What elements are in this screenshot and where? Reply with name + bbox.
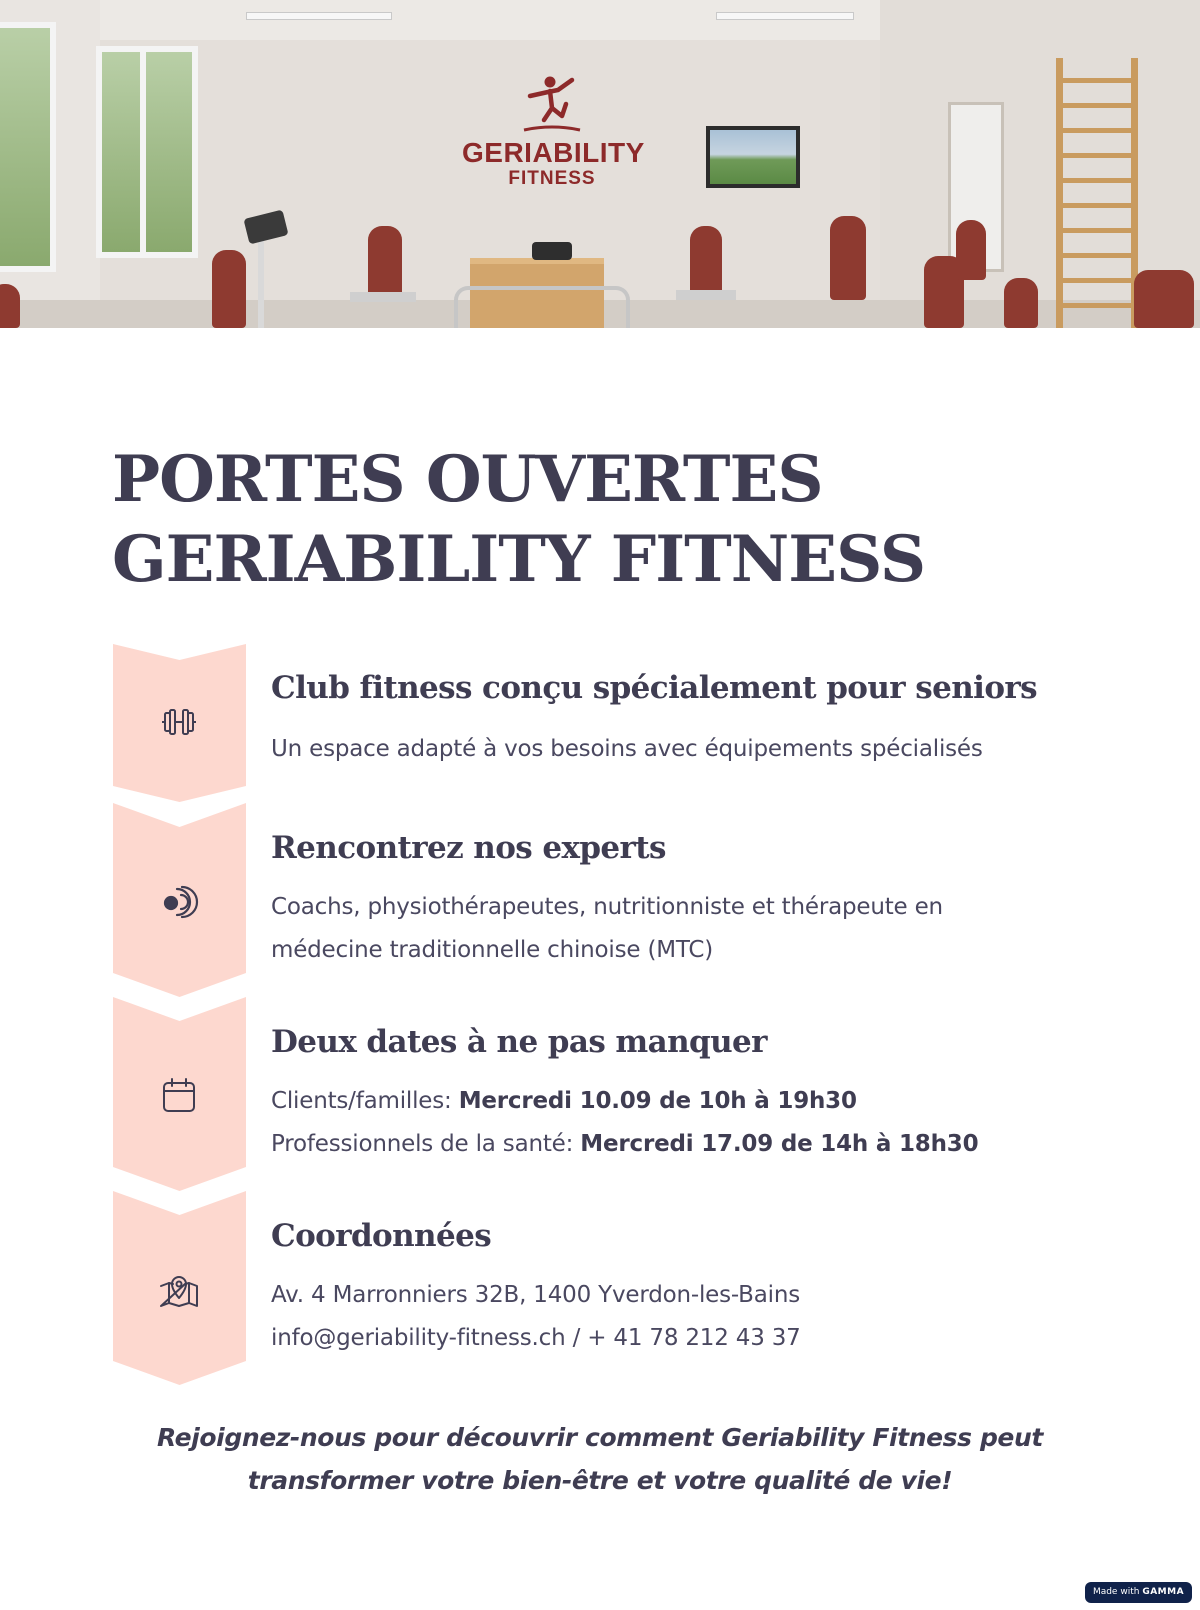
logo-name: GERIABILITY [462,137,645,168]
map-pin-icon [157,1267,201,1311]
step-chevron [113,1191,246,1385]
step-description [271,886,1151,972]
dumbbell-icon [157,700,201,744]
window [0,22,56,272]
step-title: Rencontrez nos experts [271,830,666,866]
date-label: Professionnels de la santé: [271,1131,581,1157]
date-value: Mercredi 10.09 de 10h à 19h30 [458,1088,857,1114]
badge-prefix: Made with [1092,1587,1140,1597]
fitness-machine [368,226,402,298]
step-chevron [113,644,246,802]
made-with-gamma-badge[interactable] [1085,1582,1192,1603]
closing-message [110,1416,1090,1502]
date-value: Mercredi 17.09 de 14h à 18h30 [580,1131,979,1157]
hero-image [0,0,1200,328]
calendar-icon [157,1073,201,1117]
address-line: Av. 4 Marronniers 32B, 1400 Yverdon-les-Bains [271,1282,800,1308]
fitness-machine [690,226,722,296]
page-title-line: GERIABILITY FITNESS [112,522,926,597]
fitness-machine [830,216,866,300]
fitness-machine [1004,278,1038,328]
step-description [271,1080,1151,1166]
ceiling-light [246,12,392,20]
fitness-machine [956,220,986,280]
parallel-bars [454,286,630,328]
step-text-line: médecine traditionnelle chinoise (MTC) [271,937,714,963]
contact-line: info@geriability-fitness.ch / + 41 78 212 43 37 [271,1325,801,1351]
desk-chair [532,242,572,260]
logo-subtitle: FITNESS [508,168,596,189]
wall-tv [706,126,800,188]
closing-line: transformer votre bien-être et votre qualité de vie! [247,1466,953,1495]
step-description [271,728,1151,771]
fitness-machine [1134,270,1194,328]
fitness-machine [0,284,20,328]
balance-figure-icon [522,74,582,134]
experts-icon [157,879,201,923]
date-line-clients [271,1080,1151,1123]
window [96,46,198,258]
geriability-logo [462,74,645,190]
wall-bars [1056,58,1138,328]
step-description [271,1274,1151,1360]
closing-line: Rejoignez-nous pour découvrir comment Geriability Fitness peut [157,1423,1043,1452]
page-title-line: PORTES OUVERTES [112,442,823,517]
step-title: Deux dates à ne pas manquer [271,1024,767,1060]
date-line-professionals [271,1123,1151,1166]
step-text-line: Un espace adapté à vos besoins avec équipements spécialisés [271,736,983,762]
step-title: Coordonnées [271,1218,492,1254]
date-label: Clients/familles: [271,1088,459,1114]
fitness-machine [212,250,246,328]
step-text-line: Coachs, physiothérapeutes, nutritionniste et thérapeute en [271,894,943,920]
step-chevron [113,803,246,997]
page-title [112,440,1112,600]
badge-brand: GAMMA [1142,1587,1185,1597]
step-title: Club fitness conçu spécialement pour seniors [271,670,1037,706]
ceiling-light [716,12,854,20]
step-chevron [113,997,246,1191]
